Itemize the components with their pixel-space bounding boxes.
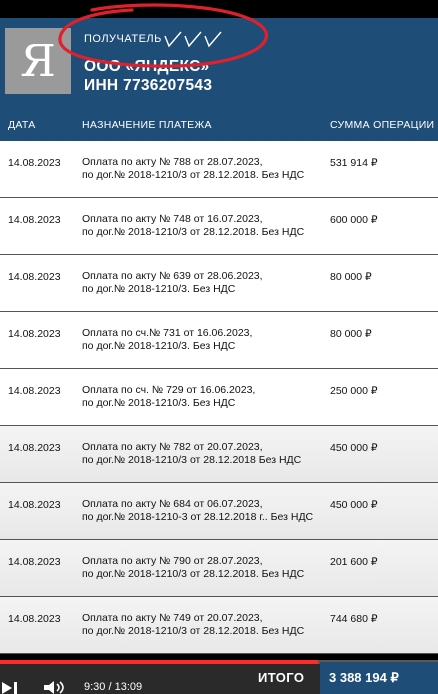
next-icon[interactable] (2, 682, 18, 694)
logo-letter: Я (20, 35, 56, 87)
row-date: 14.08.2023 (8, 385, 61, 397)
purpose-line: по дог.№ 2018-1210/3. Без НДС (82, 340, 236, 352)
row-amount: 201 600 ₽ (330, 556, 378, 568)
purpose-line: по дог.№ 2018-1210/3 от 28.12.2018. Без НДС (82, 625, 305, 637)
row-date: 14.08.2023 (8, 214, 61, 226)
row-purpose (82, 270, 263, 296)
column-date: ДАТА (8, 119, 36, 131)
company-inn: ИНН 7736207543 (84, 77, 213, 94)
table-row (0, 255, 438, 312)
purpose-line: Оплата по акту № 684 от 06.07.2023, (82, 498, 263, 510)
purpose-line: по дог.№ 2018-1210/3 от 28.12.2018. Без НДС (82, 568, 305, 580)
purpose-line: по дог.№ 2018-1210/3 от 28.12.2018. Без НДС (82, 226, 305, 238)
row-date: 14.08.2023 (8, 328, 61, 340)
row-amount: 450 000 ₽ (330, 442, 378, 454)
row-amount: 450 000 ₽ (330, 499, 378, 511)
total-label: ИТОГО (258, 670, 305, 685)
total-value: 3 388 194 ₽ (329, 670, 399, 685)
row-date: 14.08.2023 (8, 442, 61, 454)
row-amount: 250 000 ₽ (330, 385, 378, 397)
annotation-circle (52, 2, 276, 74)
row-amount: 531 914 ₽ (330, 157, 378, 169)
purpose-line: по дог.№ 2018-1210/3 от 28.12.2018. Без НДС (82, 169, 305, 181)
row-date: 14.08.2023 (8, 157, 61, 169)
table-row (0, 540, 438, 597)
column-amount: СУММА ОПЕРАЦИИ (330, 119, 435, 131)
purpose-line: Оплата по сч.№ 731 от 16.06.2023, (82, 327, 253, 339)
table-row (0, 426, 438, 483)
purpose-line: Оплата по акту № 749 от 20.07.2023, (82, 612, 263, 624)
table-row (0, 312, 438, 369)
row-date: 14.08.2023 (8, 556, 61, 568)
purpose-line: Оплата по акту № 748 от 16.07.2023, (82, 213, 263, 225)
video-time: 9:30 / 13:09 (84, 681, 143, 693)
purpose-line: по дог.№ 2018-1210-3 от 28.12.2018 г.. Без НДС (82, 511, 314, 523)
purpose-line: Оплата по акту № 639 от 28.06.2023, (82, 270, 263, 282)
row-amount: 600 000 ₽ (330, 214, 378, 226)
table-row (0, 597, 438, 654)
row-purpose (82, 213, 304, 239)
recipient-label: ПОЛУЧАТЕЛЬ (84, 33, 162, 45)
payments-table (0, 141, 438, 654)
company-name: ООО «ЯНДЕКС» (84, 58, 210, 75)
table-header (0, 107, 438, 141)
video-progress-fill (0, 660, 318, 664)
column-purpose: НАЗНАЧЕНИЕ ПЛАТЕЖА (82, 119, 212, 131)
table-row (0, 141, 438, 198)
row-amount: 80 000 ₽ (330, 271, 372, 283)
volume-icon[interactable] (44, 681, 66, 694)
row-purpose (82, 441, 301, 467)
row-amount: 80 000 ₽ (330, 328, 372, 340)
total-value-box (320, 662, 438, 694)
purpose-line: Оплата по сч. № 729 от 16.06.2023, (82, 384, 256, 396)
row-purpose (82, 384, 255, 410)
row-purpose (82, 498, 313, 524)
row-date: 14.08.2023 (8, 271, 61, 283)
purpose-line: по дог.№ 2018-1210/3. Без НДС (82, 397, 236, 409)
row-date: 14.08.2023 (8, 613, 61, 625)
table-row (0, 483, 438, 540)
table-row (0, 198, 438, 255)
purpose-line: по дог.№ 2018-1210/3 от 28.12.2018 Без НДС (82, 454, 302, 466)
purpose-line: по дог.№ 2018-1210/3. Без НДС (82, 283, 236, 295)
row-purpose (82, 327, 252, 353)
row-date: 14.08.2023 (8, 499, 61, 511)
purpose-line: Оплата по акту № 790 от 28.07.2023, (82, 555, 263, 567)
row-purpose (82, 612, 304, 638)
table-row (0, 369, 438, 426)
row-purpose (82, 555, 304, 581)
row-amount: 744 680 ₽ (330, 613, 378, 625)
row-purpose (82, 156, 304, 182)
purpose-line: Оплата по акту № 782 от 20.07.2023, (82, 441, 263, 453)
purpose-line: Оплата по акту № 788 от 28.07.2023, (82, 156, 263, 168)
